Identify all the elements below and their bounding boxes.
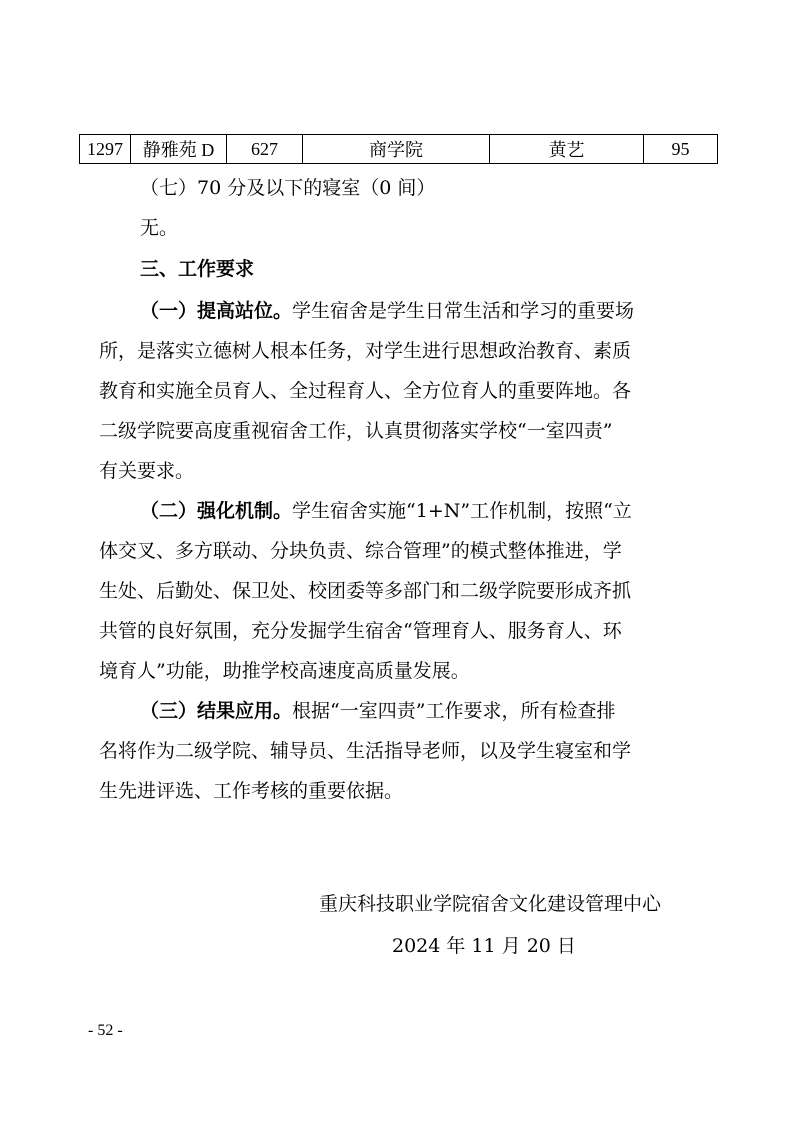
section3-heading: 三、工作要求 [140, 258, 255, 280]
para2-line: 生处、后勤处、保卫处、校团委等多部门和二级学院要形成齐抓 [99, 580, 632, 602]
para2-line: 境育人”功能，助推学校高速度高质量发展。 [99, 660, 470, 682]
cell-room: 627 [227, 135, 303, 164]
cell-counselor: 黄艺 [490, 135, 644, 164]
para1-line: 有关要求。 [99, 460, 195, 482]
table-row [80, 135, 718, 164]
cell-score: 95 [644, 135, 718, 164]
ranking-table [79, 134, 718, 164]
para3-line: 名将作为二级学院、辅导员、生活指导老师，以及学生寝室和学 [99, 740, 632, 762]
para1-line: 二级学院要高度重视宿舍工作，认真贯彻落实学校“一室四责” [99, 420, 613, 442]
page-number: - 52 - [88, 1022, 123, 1039]
section7-content: 无。 [140, 217, 179, 239]
para1-title: （一）提高站位。 [140, 300, 293, 322]
section7-heading: （七）70 分及以下的寝室（0 间） [140, 177, 436, 199]
para1-line: 所，是落实立德树人根本任务，对学生进行思想政治教育、素质 [99, 340, 632, 362]
para2-title: （二）强化机制。 [140, 500, 293, 522]
para1-line: 教育和实施全员育人、全过程育人、全方位育人的重要阵地。各 [99, 380, 632, 402]
para2-line: 体交叉、多方联动、分块负责、综合管理”的模式整体推进，学 [99, 540, 622, 562]
para2-line: 共管的良好氛围，充分发掘学生宿舍“管理育人、服务育人、环 [99, 620, 622, 642]
cell-building: 静雅苑 D [131, 135, 227, 164]
cell-rank: 1297 [80, 135, 131, 164]
para3-line: 生先进评选、工作考核的重要依据。 [99, 780, 404, 802]
para2-line: （二）强化机制。学生宿舍实施“1+N”工作机制，按照“立 [140, 500, 632, 522]
para3-line: （三）结果应用。根据“一室四责”工作要求，所有检查排 [140, 700, 616, 722]
para1-line: （一）提高站位。学生宿舍是学生日常生活和学习的重要场 [140, 300, 635, 322]
para3-title: （三）结果应用。 [140, 700, 293, 722]
signature-org: 重庆科技职业学院宿舍文化建设管理中心 [319, 893, 662, 915]
signature-date: 2024 年 11 月 20 日 [392, 935, 576, 957]
cell-college: 商学院 [303, 135, 490, 164]
